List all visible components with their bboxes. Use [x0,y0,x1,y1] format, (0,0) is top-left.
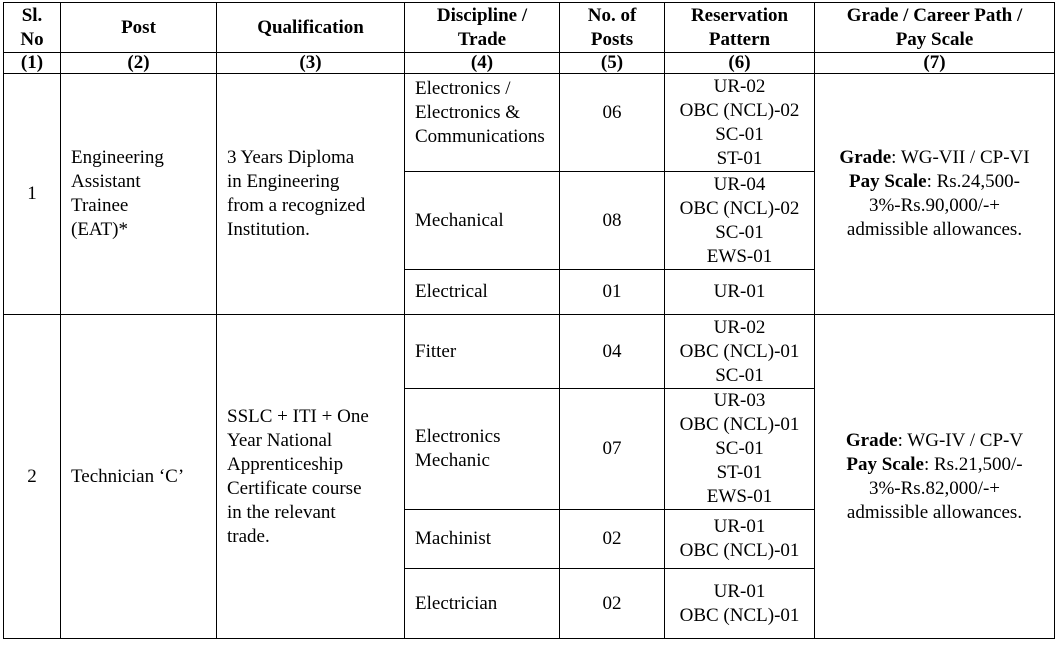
header-posts-line1: No. of [587,4,637,26]
reservation-line: UR-02 [713,75,766,97]
reservation-line: ST-01 [716,462,763,483]
qualification-line: in the relevant [227,501,336,523]
qualification-line: Year National [227,429,333,451]
reservation-cell [665,389,815,510]
reservation-cell [665,569,815,639]
qualification-line: 3 Years Diploma [227,147,355,168]
grade-cell [815,315,1055,639]
posts-cell: 02 [560,569,665,639]
discipline-cell: Mechanical [405,172,560,270]
reservation-line: UR-01 [713,516,766,537]
header-grade-line1: Grade / Career Path / [846,4,1023,26]
reservation-line: EWS-01 [706,486,773,507]
discipline-line: Communications [415,126,545,147]
qualification-line: in Engineering [227,171,340,192]
discipline-cell: Electrical [405,270,560,315]
qualification-line: Institution. [227,219,310,240]
post-line: Engineering [71,147,164,168]
table-row [4,74,1055,172]
pay-scale-label: Pay Scale [848,171,927,192]
header-posts-line2: Posts [590,28,634,50]
discipline-cell [405,74,560,172]
pay-scale-value: : Rs.24,500- [926,171,1020,192]
pay-scale-line [815,453,1054,477]
header-sl-line2: No [20,28,44,50]
discipline-line: Electronics & [415,102,520,123]
column-number: (5) [560,53,665,74]
post-cell [61,74,217,315]
header-discipline-line2: Trade [457,28,507,50]
grade-value: : WG-IV / CP-V [897,429,1024,451]
discipline-cell: Machinist [405,510,560,569]
pay-scale-line: 3%-Rs.90,000/-+ [868,195,1001,216]
posts-cell: 06 [560,74,665,172]
post-line: Assistant [71,171,141,192]
reservation-cell [665,315,815,389]
reservation-cell [665,172,815,270]
column-number: (1) [4,53,61,74]
reservation-line: OBC (NCL)-01 [679,540,800,561]
column-number: (3) [217,53,405,74]
header-grade-line2: Pay Scale [895,28,974,50]
reservation-line: SC-01 [715,364,764,386]
header-sl-line1: Sl. [21,4,43,26]
column-number: (7) [815,53,1055,74]
sl-no-cell: 1 [4,74,61,315]
header-sl-no [4,3,61,53]
reservation-line: OBC (NCL)-01 [679,414,800,435]
reservation-line: EWS-01 [706,245,773,267]
pay-scale-label: Pay Scale [846,453,924,475]
reservation-line: UR-03 [713,390,766,411]
reservation-line: SC-01 [715,438,764,459]
discipline-cell [405,389,560,510]
grade-value: : WG-VII / CP-VI [891,147,1030,168]
reservation-line: OBC (NCL)-02 [679,99,800,121]
grade-cell [815,74,1055,315]
post-line: Trainee [71,195,129,216]
qualification-cell [217,315,405,639]
posts-cell: 01 [560,270,665,315]
pay-scale-line [815,170,1054,194]
posts-cell: 08 [560,172,665,270]
posts-cell: 02 [560,510,665,569]
header-post: Post [61,3,217,53]
header-reservation-line1: Reservation [690,4,789,26]
discipline-cell: Fitter [405,315,560,389]
discipline-line: Mechanic [415,450,490,471]
reservation-line: SC-01 [715,221,764,243]
posts-cell: 04 [560,315,665,389]
grade-label: Grade [839,147,892,168]
discipline-cell: Electrician [405,569,560,639]
qualification-line: Apprenticeship [227,453,344,475]
pay-scale-line: 3%-Rs.82,000/-+ [868,477,1001,499]
grade-label: Grade [845,429,898,451]
column-number: (4) [405,53,560,74]
sl-no-cell: 2 [4,315,61,639]
header-qualification: Qualification [217,3,405,53]
qualification-line: SSLC + ITI + One [227,405,369,427]
header-row [4,3,1055,53]
header-discipline [405,3,560,53]
reservation-line: UR-01 [713,580,766,602]
qualification-line: trade. [227,525,270,547]
qualification-line: Certificate course [227,477,362,499]
post-cell: Technician ‘C’ [61,315,217,639]
reservation-line: UR-02 [713,316,766,338]
pay-scale-line: admissible allowances. [846,219,1023,240]
table-row [4,315,1055,389]
reservation-line: OBC (NCL)-02 [679,197,800,219]
column-number-row [4,53,1055,74]
reservation-cell [665,510,815,569]
reservation-line: UR-04 [713,173,766,195]
reservation-line: SC-01 [715,123,764,145]
header-grade [815,3,1055,53]
reservation-cell [665,74,815,172]
grade-line [815,146,1054,170]
header-reservation-line2: Pattern [708,28,771,50]
column-number: (2) [61,53,217,74]
reservation-line: OBC (NCL)-01 [679,340,800,362]
grade-line [815,429,1054,453]
header-discipline-line1: Discipline / [436,4,528,26]
header-posts [560,3,665,53]
reservation-line: OBC (NCL)-01 [679,604,800,626]
reservation-cell: UR-01 [665,270,815,315]
pay-scale-line: admissible allowances. [846,501,1023,523]
pay-scale-value: : Rs.21,500/- [923,453,1023,475]
qualification-line: from a recognized [227,195,366,216]
header-reservation [665,3,815,53]
column-number: (6) [665,53,815,74]
recruitment-table [3,2,1055,639]
post-line: (EAT)* [71,219,128,240]
posts-cell: 07 [560,389,665,510]
discipline-line: Electronics / [415,78,511,99]
qualification-cell [217,74,405,315]
reservation-line: ST-01 [716,147,763,169]
discipline-line: Electronics [415,426,501,447]
